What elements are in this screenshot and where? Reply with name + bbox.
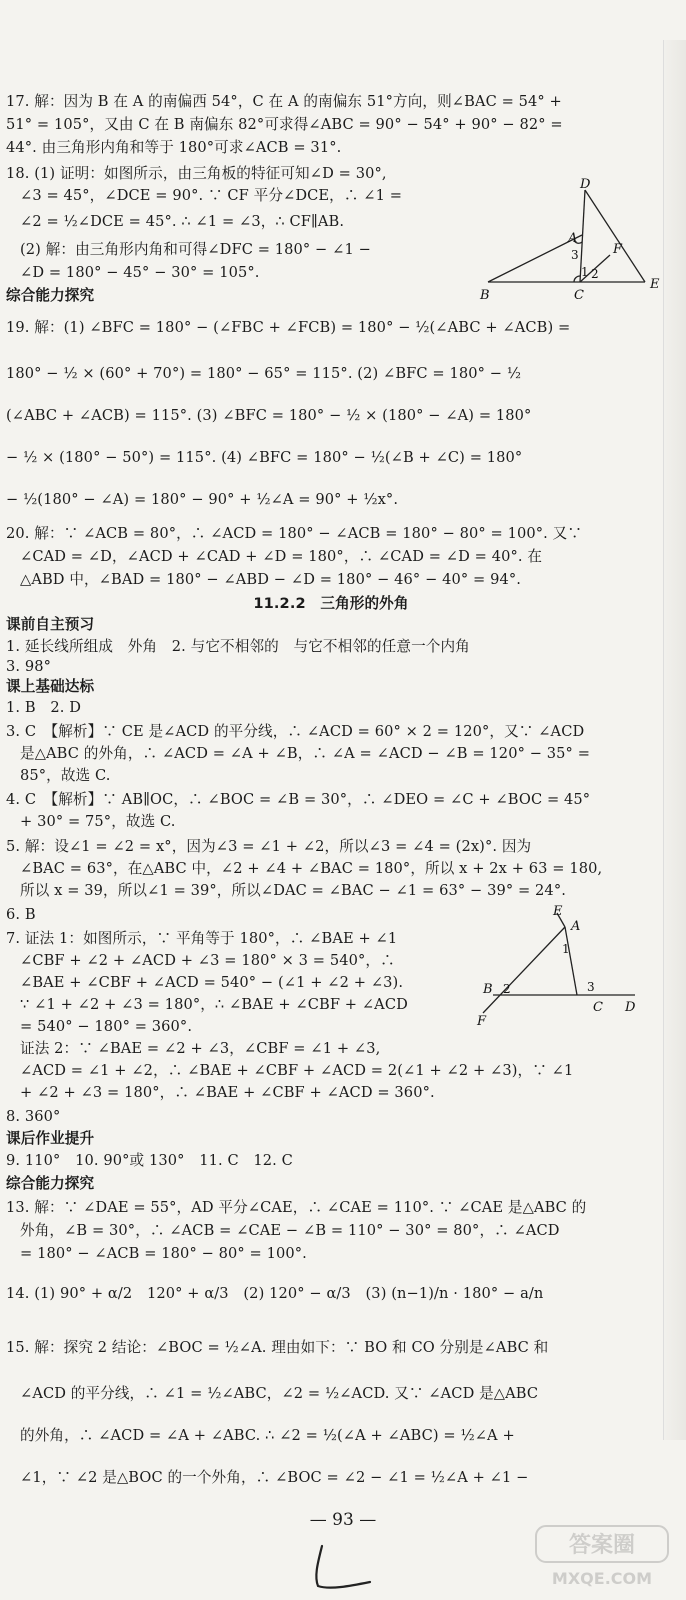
text-line: ∠3 = 45°，∠DCE = 90°. ∵ CF 平分∠DCE，∴ ∠1 = [20, 187, 403, 204]
text-line: △ABD 中，∠BAD = 180° − ∠ABD − ∠D = 180° − 46° − 40° = 94°. [20, 571, 522, 588]
watermark-url: MXQE.COM [551, 1569, 653, 1588]
section-heading: 课后作业提升 [6, 1130, 95, 1147]
label-a: A [571, 919, 581, 934]
label-c: C [574, 288, 584, 303]
label-a: A [568, 231, 578, 246]
text-line: 5. 解：设∠1 = ∠2 = x°，因为∠3 = ∠1 + ∠2，所以∠3 = ∠4 = (2x)°. 因为 [6, 838, 532, 855]
angle-1: 1 [581, 265, 589, 279]
text-line: 13. 解：∵ ∠DAE = 55°，AD 平分∠CAE，∴ ∠CAE = 110°. ∵ ∠CAE 是△ABC 的 [6, 1199, 587, 1216]
text-line: 18. (1) 证明：如图所示，由三角板的特征可知∠D = 30°, [6, 165, 387, 182]
angle-2: 2 [503, 982, 511, 996]
text-line: (∠ABC + ∠ACB) = 115°. (3) ∠BFC = 180° − ½ × (180° − ∠A) = 180° [6, 407, 532, 424]
text-line: ∠BAC = 63°，在△ABC 中，∠2 + ∠4 + ∠BAC = 180°，所以 x + 2x + 63 = 180, [20, 860, 603, 877]
label-f: F [613, 242, 623, 257]
section-heading: 综合能力探究 [6, 1175, 95, 1192]
text-line: (2) 解：由三角形内角和可得∠DFC = 180° − ∠1 − [20, 241, 371, 258]
text-line: 3. 98° [6, 658, 52, 675]
text-line: 9. 110° 10. 90°或 130° 11. C 12. C [6, 1152, 293, 1169]
label-e: E [650, 277, 660, 292]
section-heading: 课前自主预习 [6, 616, 95, 633]
text-line: 证法 2：∵ ∠BAE = ∠2 + ∠3，∠CBF = ∠1 + ∠3, [20, 1040, 381, 1057]
text-line: 的外角，∴ ∠ACD = ∠A + ∠ABC. ∴ ∠2 = ½(∠A + ∠ABC) = ½∠A + [20, 1427, 515, 1444]
text-line: 3. C 【解析】∵ CE 是∠ACD 的平分线，∴ ∠ACD = 60° × 2 = 120°，又∵ ∠ACD [6, 723, 585, 740]
angle-2: 2 [591, 267, 599, 281]
section-heading: 课上基础达标 [6, 678, 95, 695]
page-number: — 93 — [309, 1510, 377, 1530]
text-line: ∠D = 180° − 45° − 30° = 105°. [20, 264, 260, 281]
text-line: ∠BAE + ∠CBF + ∠ACD = 540° − (∠1 + ∠2 + ∠3). [20, 974, 404, 991]
text-line: − ½(180° − ∠A) = 180° − 90° + ½∠A = 90° + ½x°. [6, 491, 399, 508]
text-line: ∠ACD = ∠1 + ∠2，∴ ∠BAE + ∠CBF + ∠ACD = 2(∠1 + ∠2 + ∠3)，∵ ∠1 [20, 1062, 574, 1079]
label-c: C [593, 1000, 603, 1015]
text-line: + 30° = 75°，故选 C. [20, 813, 176, 830]
text-line: 6. B [6, 906, 36, 923]
text-line: 4. C 【解析】∵ AB∥OC，∴ ∠BOC = ∠B = 30°，∴ ∠DEO = ∠C + ∠BOC = 45° [6, 791, 591, 808]
triangle-figure-q18 [470, 160, 670, 310]
text-line: ∠CAD = ∠D，∠ACD + ∠CAD + ∠D = 180°，∴ ∠CAD = ∠D = 40°. 在 [20, 548, 543, 565]
text-line: + ∠2 + ∠3 = 180°，∴ ∠BAE + ∠CBF + ∠ACD = 360°. [20, 1084, 435, 1101]
label-f: F [477, 1014, 487, 1029]
text-line: 51° = 105°，又由 C 在 B 南偏东 82°可求得∠ABC = 90° − 54° + 90° − 82° = [6, 116, 563, 133]
label-b: B [483, 982, 493, 997]
text-line: ∠2 = ½∠DCE = 45°. ∴ ∠1 = ∠3，∴ CF∥AB. [20, 213, 345, 230]
triangle-figure-q7 [465, 905, 665, 1035]
text-line: 14. (1) 90° + α/2 120° + α/3 (2) 120° − α/3 (3) (n−1)/n · 180° − a/n [6, 1285, 544, 1302]
label-e: E [553, 905, 563, 919]
text-line: 20. 解：∵ ∠ACB = 80°，∴ ∠ACD = 180° − ∠ACB = 180° − 80° = 100°. 又∵ [6, 525, 583, 542]
label-d: D [625, 1000, 636, 1015]
lesson-title: 11.2.2 三角形的外角 [253, 595, 409, 612]
angle-1: 1 [562, 942, 570, 956]
text-line: ∠ACD 的平分线，∴ ∠1 = ½∠ABC，∠2 = ½∠ACD. 又∵ ∠ACD 是△ABC [20, 1385, 539, 1402]
text-line: 19. 解：(1) ∠BFC = 180° − (∠FBC + ∠FCB) = 180° − ½(∠ABC + ∠ACB) = [6, 319, 571, 336]
text-line: 8. 360° [6, 1108, 61, 1125]
label-b: B [480, 288, 490, 303]
text-line: − ½ × (180° − 50°) = 115°. (4) ∠BFC = 180° − ½(∠B + ∠C) = 180° [6, 449, 523, 466]
text-line: = 180° − ∠ACB = 180° − 80° = 100°. [20, 1245, 307, 1262]
text-line: 85°，故选 C. [20, 767, 111, 784]
text-line: 是△ABC 的外角，∴ ∠ACD = ∠A + ∠B，∴ ∠A = ∠ACD − ∠B = 120° − 35° = [20, 745, 591, 762]
text-line: 44°. 由三角形内角和等于 180°可求∠ACB = 31°. [6, 139, 342, 156]
text-line: 15. 解：探究 2 结论：∠BOC = ½∠A. 理由如下：∵ BO 和 CO 分别是∠ABC 和 [6, 1339, 549, 1356]
watermark-logo [528, 1522, 678, 1592]
text-line: ∠1，∵ ∠2 是△BOC 的一个外角，∴ ∠BOC = ∠2 − ∠1 = ½∠A + ∠1 − [20, 1469, 529, 1486]
section-heading: 综合能力探究 [6, 287, 95, 304]
text-line: = 540° − 180° = 360°. [20, 1018, 193, 1035]
text-line: 1. B 2. D [6, 699, 82, 716]
text-line: 17. 解：因为 B 在 A 的南偏西 54°，C 在 A 的南偏东 51°方向，则∠BAC = 54° + [6, 93, 562, 110]
text-line: 180° − ½ × (60° + 70°) = 180° − 65° = 115°. (2) ∠BFC = 180° − ½ [6, 365, 522, 382]
text-line: ∠CBF + ∠2 + ∠ACD + ∠3 = 180° × 3 = 540°，∴ [20, 952, 395, 969]
text-line: ∵ ∠1 + ∠2 + ∠3 = 180°，∴ ∠BAE + ∠CBF + ∠ACD [20, 996, 408, 1013]
handwritten-mark [300, 1540, 380, 1595]
text-line: 所以 x = 39，所以∠1 = 39°，所以∠DAC = ∠BAC − ∠1 = 63° − 39° = 24°. [20, 882, 566, 899]
label-d: D [580, 177, 591, 192]
angle-3: 3 [571, 248, 579, 262]
text-line: 7. 证法 1：如图所示，∵ 平角等于 180°，∴ ∠BAE + ∠1 [6, 930, 398, 947]
text-line: 外角，∠B = 30°，∴ ∠ACB = ∠CAE − ∠B = 110° − 30° = 80°，∴ ∠ACD [20, 1222, 560, 1239]
watermark-text: 答案圈 [568, 1533, 636, 1558]
text-line: 1. 延长线所组成 外角 2. 与它不相邻的 与它不相邻的任意一个内角 [6, 638, 470, 655]
angle-3: 3 [587, 980, 595, 994]
